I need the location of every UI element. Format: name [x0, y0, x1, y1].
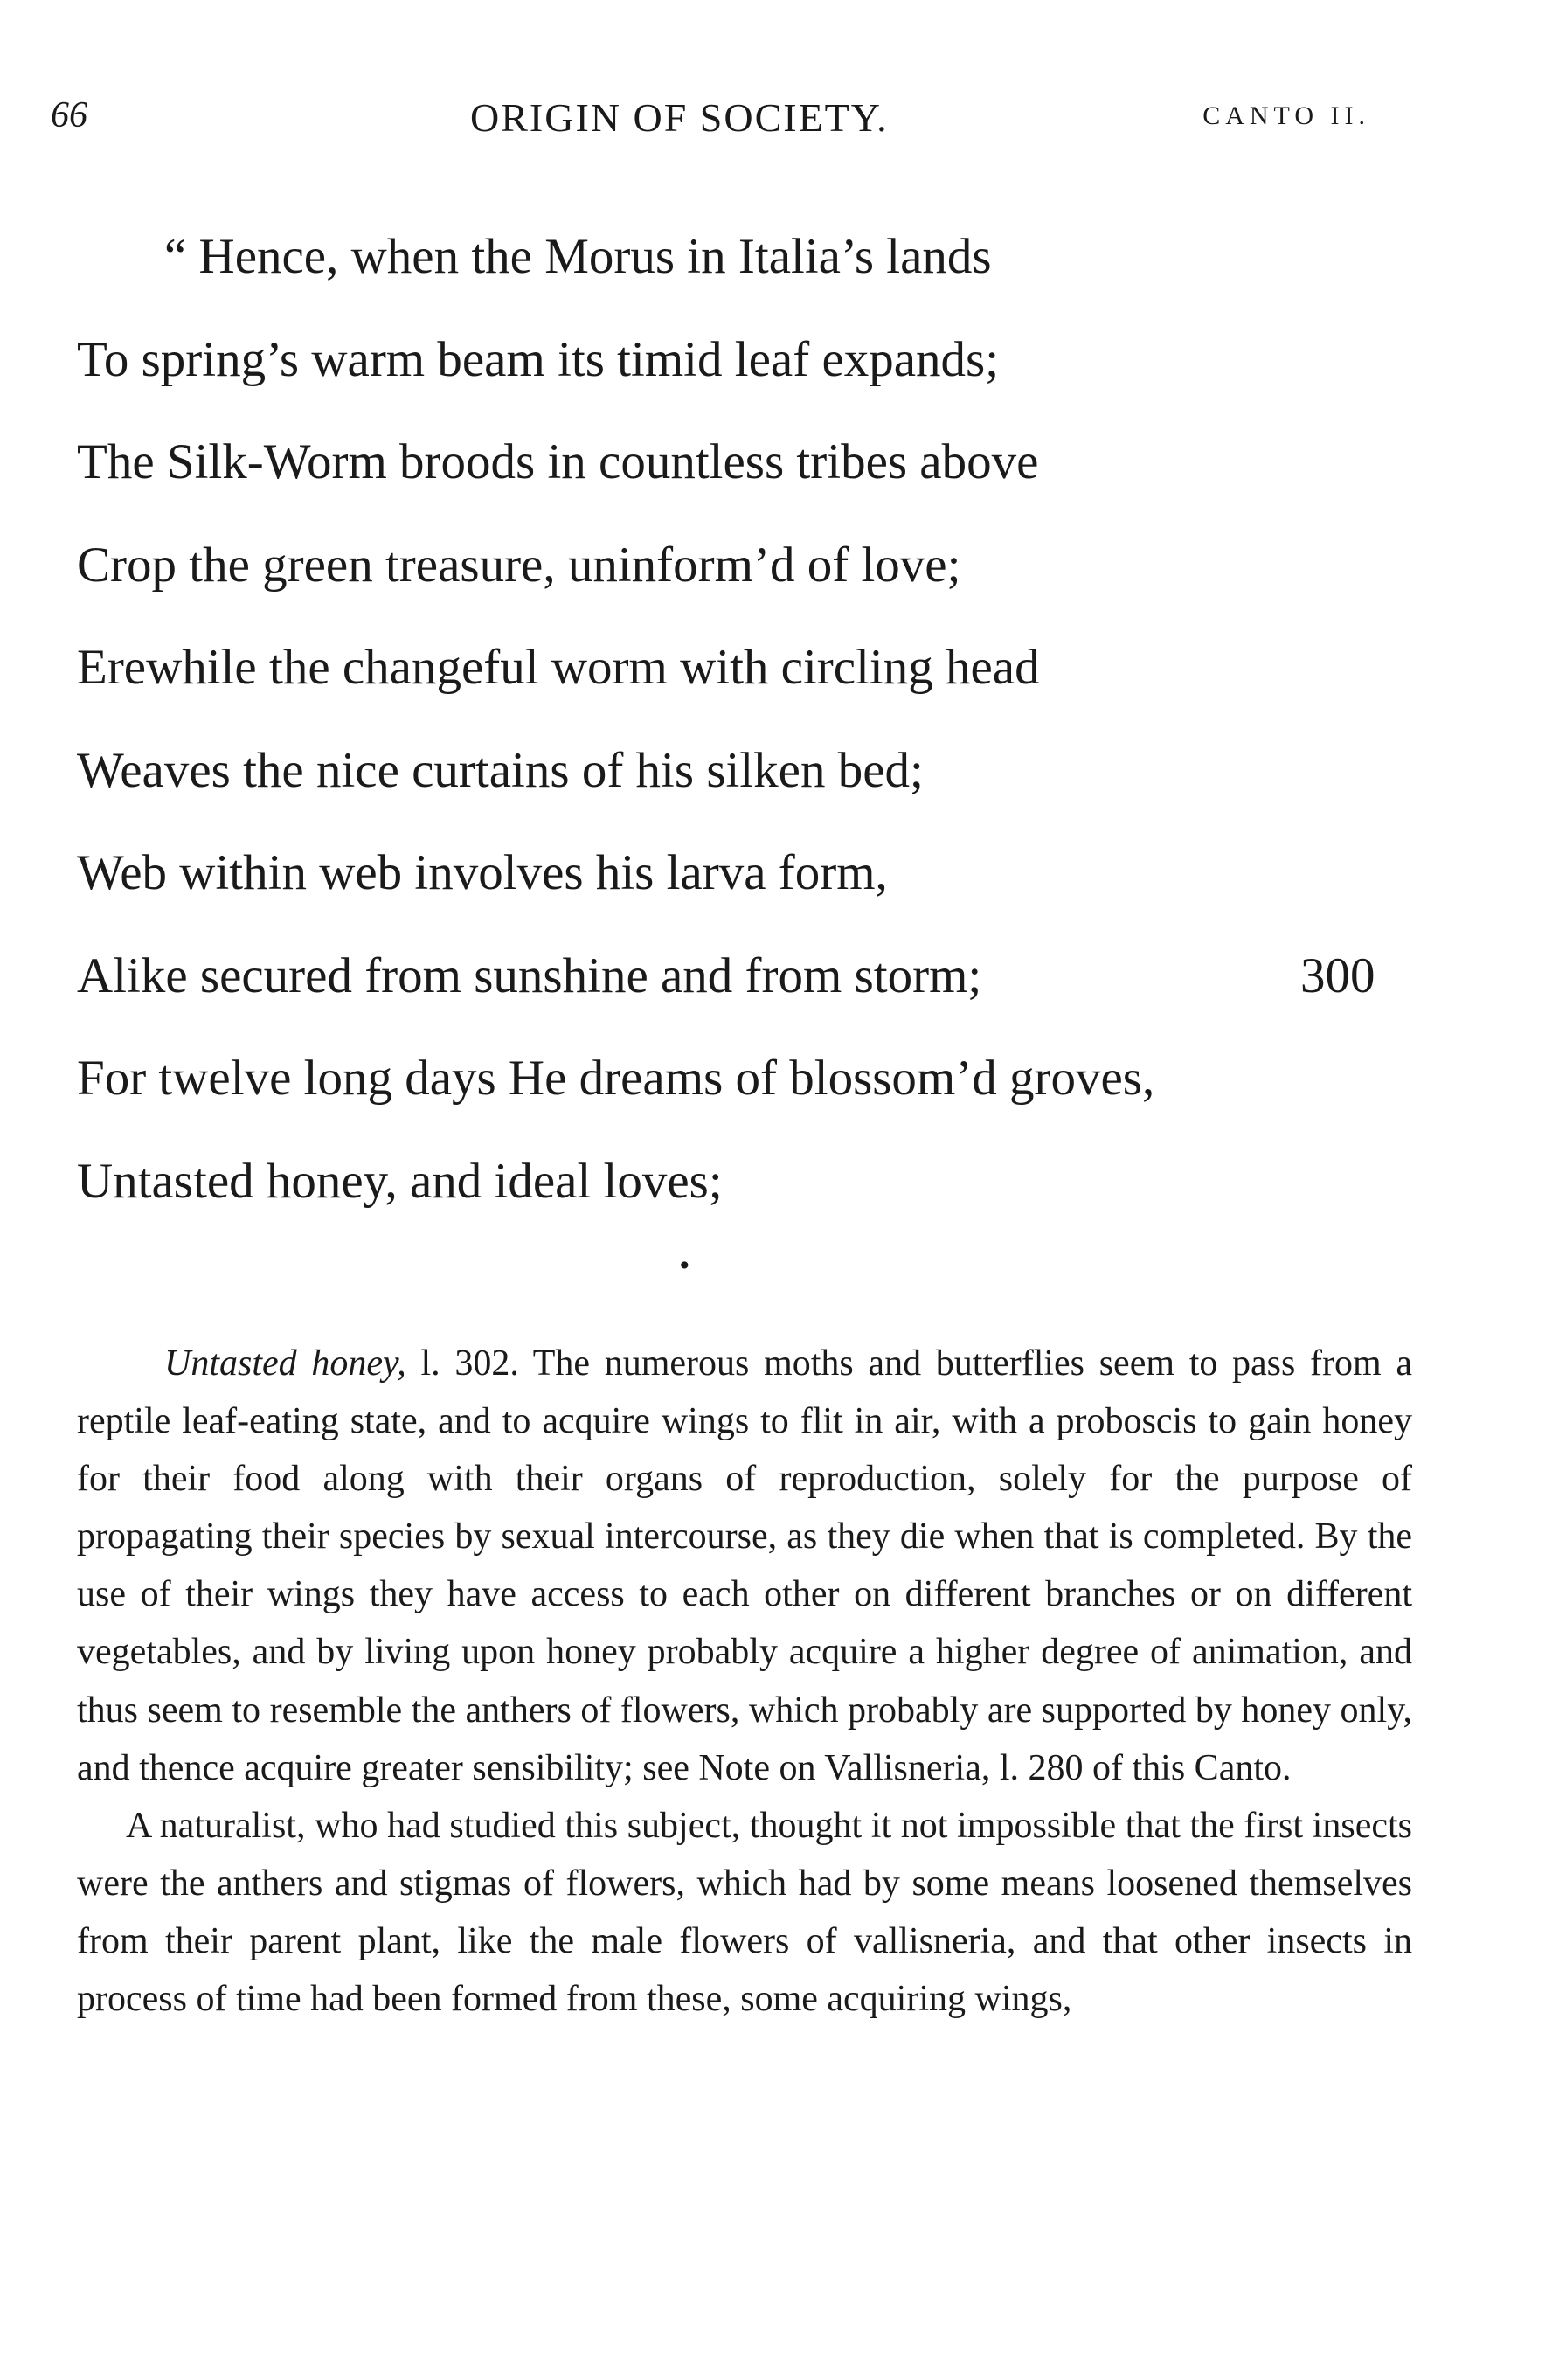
verse-line-text: Alike secured from sunshine and from storm;: [77, 947, 982, 1003]
footnote-reference: Untasted honey,: [164, 1343, 406, 1384]
running-header: [51, 94, 1370, 156]
verse-line-numbered: [77, 925, 1405, 1028]
footnote-paragraph: A naturalist, who had studied this subject, thought it not impossible that the first insects were the anthers and stigmas of flowers, which had by some means loosened themselves from their parent plant, like the male flowers of vallisneria, and that other insects in process of time had been formed from these, some acquiring wings,: [77, 1805, 1412, 2020]
line-number: 300: [1300, 947, 1375, 1003]
verse-line: The Silk-Worm broods in countless tribes above: [77, 434, 1039, 489]
verse-block: [77, 205, 1405, 1232]
canto-label: CANTO II.: [1202, 101, 1370, 130]
verse-line: Weaves the nice curtains of his silken bed;: [77, 742, 924, 798]
running-title: ORIGIN OF SOCIETY.: [470, 95, 889, 140]
verse-line: To spring’s warm beam its timid leaf expands;: [77, 331, 1000, 387]
footnote-text: l. 302. The numerous moths and butterflies seem to pass from a reptile leaf-eating state, and to acquire wings to flit in air, with a proboscis to gain honey for their food along with their organs of reproduction, solely for the purpose of propagating their species by sexual intercourse, as they die when that is completed. By the use of their wings they have access to each other on different branches or on different vegetables, and by living upon honey probably acquire a higher degree of animation, and thus seem to resemble the anthers of flowers, which probably are supported by honey only, and thence acquire greater sensibility; see Note on Vallisneria, l. 280 of this Canto.: [77, 1343, 1413, 1788]
verse-line: Web within web involves his larva form,: [77, 845, 888, 900]
ornament-mark: •: [677, 1252, 692, 1280]
verse-line: Untasted honey, and ideal loves;: [77, 1153, 723, 1209]
verse-line: “ Hence, when the Morus in Italia’s lands: [164, 229, 992, 284]
verse-line: For twelve long days He dreams of blossom’d groves,: [77, 1051, 1155, 1106]
verse-line: Crop the green treasure, uninform’d of love;: [77, 537, 961, 593]
verse-line: Erewhile the changeful worm with circling head: [77, 640, 1040, 695]
footnote: [77, 1335, 1412, 2028]
footnote-paragraph: [77, 1335, 1412, 1797]
page-number: 66: [51, 95, 87, 135]
